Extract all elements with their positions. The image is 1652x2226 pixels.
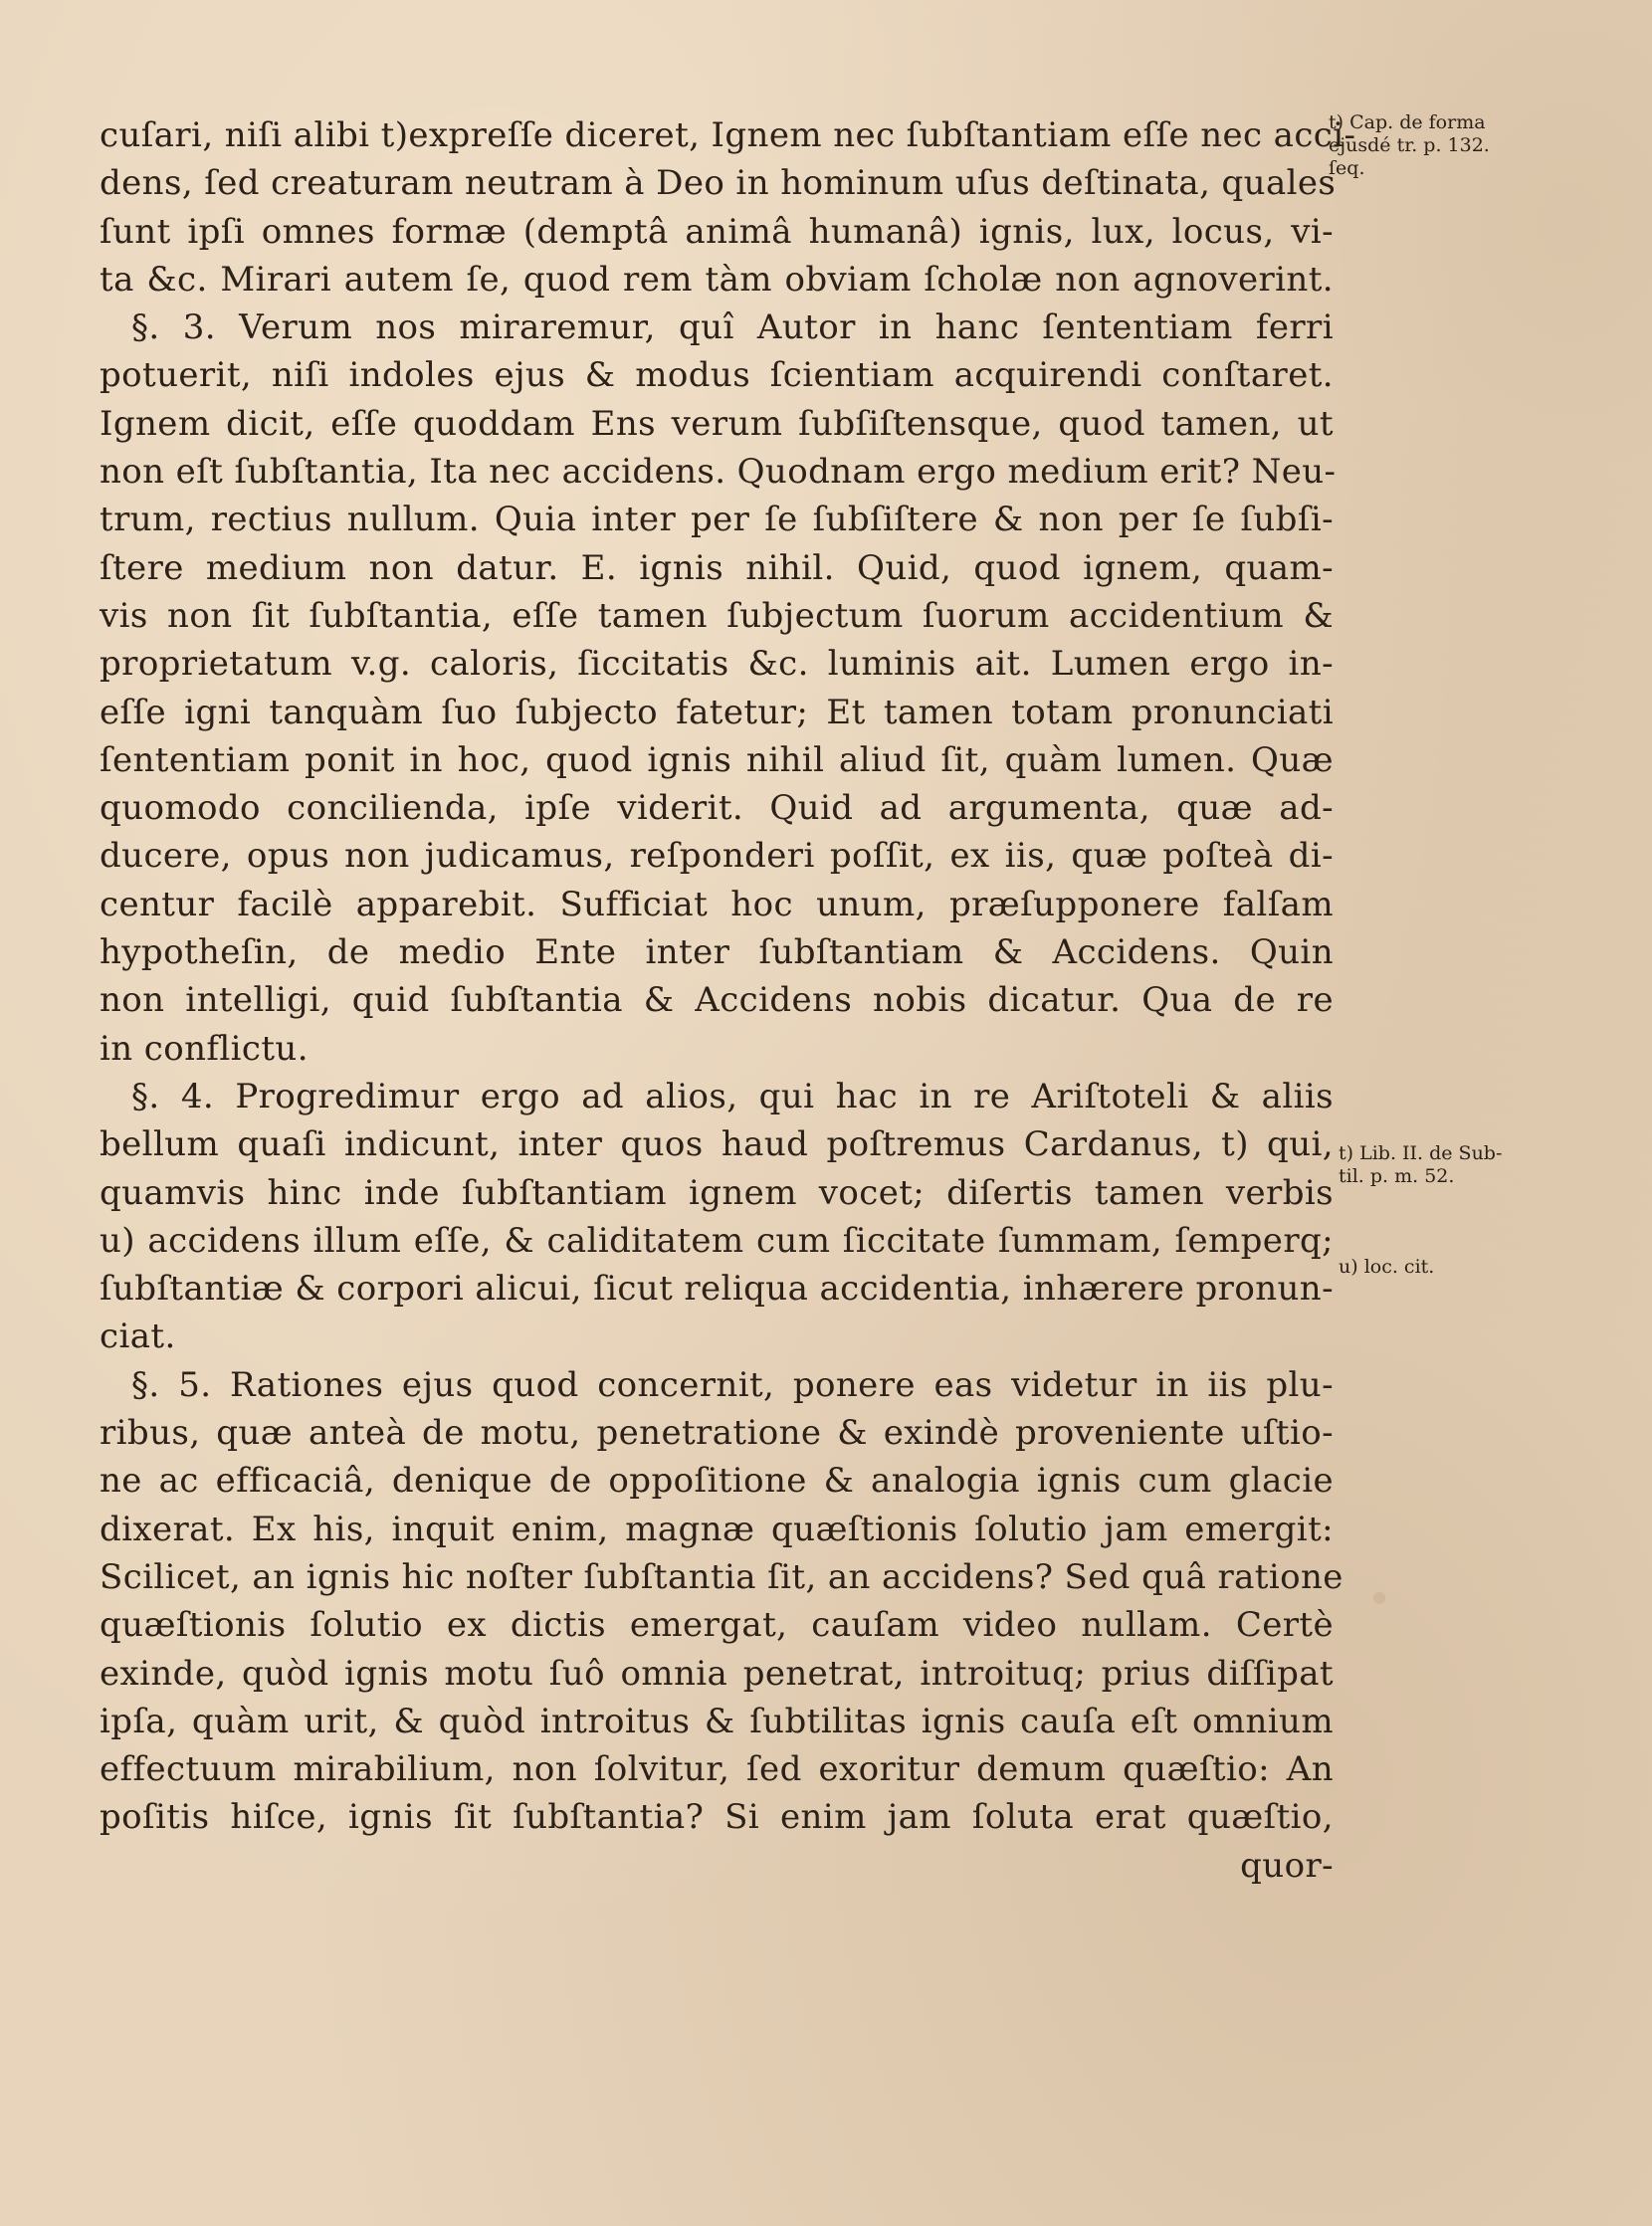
text-line: ducere, opus non judicamus, reſponderi poſſit, ex iis, quæ poſteà di- — [100, 836, 1334, 877]
margin-note-line: t) Cap. de forma — [1329, 111, 1486, 133]
text-line: hypotheſin, de medio Ente inter ſubſtantiam & Accidens. Quin — [100, 932, 1334, 973]
paragraph-3-start: §. 3. Verum nos miraremur, quî Autor in hanc ſententiam ferri — [131, 307, 1334, 348]
text-line: quomodo concilienda, ipſe viderit. Quid ad argumenta, quæ ad- — [100, 788, 1334, 829]
catchword: quor- — [1240, 1845, 1334, 1886]
text-line: ipſa, quàm urit, & quòd introitus & ſubtilitas ignis cauſa eſt omnium — [100, 1701, 1334, 1741]
text-line: ſententiam ponit in hoc, quod ignis nihil aliud ſit, quàm lumen. Quæ — [100, 739, 1334, 780]
paragraph-5-start: §. 5. Rationes ejus quod concernit, ponere eas videtur in iis plu- — [131, 1364, 1334, 1405]
main-text-column — [100, 111, 1356, 1890]
margin-note-line: til. p. m. 52. — [1339, 1165, 1455, 1187]
text-line: eſſe igni tanquàm ſuo ſubjecto fatetur; Et tamen totam pronunciati — [100, 692, 1334, 732]
text-line: ta &c. Mirari autem ſe, quod rem tàm obviam ſcholæ non agnoverint. — [100, 259, 1334, 300]
text-line: quæſtionis ſolutio ex dictis emergat, cauſam video nullam. Certè — [100, 1605, 1334, 1646]
text-line: potuerit, niſi indoles ejus & modus ſcientiam acquirendi conſtaret. — [100, 355, 1334, 396]
text-line: u) accidens illum eſſe, & caliditatem cum ſiccitate ſummam, ſemperq; — [100, 1220, 1334, 1261]
text-line: ſtere medium non datur. E. ignis nihil. Quid, quod ignem, quam- — [100, 547, 1334, 588]
text-line: in conflictu. — [100, 1028, 309, 1069]
text-line: ſubſtantiæ & corpori alicui, ſicut reliqua accidentia, inhærere pronun- — [100, 1269, 1334, 1310]
text-line: non eſt ſubſtantia, Ita nec accidens. Quodnam ergo medium erit? Neu- — [100, 452, 1337, 493]
text-line: ſunt ipſi omnes formæ (demptâ animâ humanâ) ignis, lux, locus, vi- — [100, 211, 1334, 252]
text-line: vis non ſit ſubſtantia, eſſe tamen ſubjectum ſuorum accidentium & — [100, 595, 1334, 636]
text-line: dens, ſed creaturam neutram à Deo in hominum uſus deſtinata, quales — [100, 163, 1337, 204]
margin-note-line: ſeq. — [1329, 157, 1365, 179]
margin-note-u-loc-cit — [1339, 1256, 1557, 1279]
text-line: Scilicet, an ignis hic noſter ſubſtantia ſit, an accidens? Sed quâ ratione — [100, 1556, 1343, 1597]
margin-note-line: ejusdé tr. p. 132. — [1329, 134, 1490, 156]
text-line: effectuum mirabilium, non ſolvitur, ſed exoritur demum quæſtio: An — [100, 1749, 1334, 1790]
margin-note-line: t) Lib. II. de Sub- — [1339, 1142, 1503, 1164]
margin-note-t-lib-ii — [1339, 1142, 1557, 1188]
text-line: bellum quaſi indicunt, inter quos haud poſtremus Cardanus, t) qui, — [100, 1124, 1334, 1165]
text-line: dixerat. Ex his, inquit enim, magnæ quæſtionis ſolutio jam emergit: — [100, 1509, 1334, 1549]
text-line: Ignem dicit, eſſe quoddam Ens verum ſubſiſtensque, quod tamen, ut — [100, 403, 1334, 444]
text-line: ciat. — [100, 1316, 176, 1357]
text-line: trum, rectius nullum. Quia inter per ſe ſubſiſtere & non per ſe ſubſi- — [100, 500, 1334, 540]
text-line: cuſari, niſi alibi t)expreſſe diceret, Ignem nec ſubſtantiam eſſe nec acci- — [100, 115, 1356, 155]
text-line: quamvis hinc inde ſubſtantiam ignem vocet; diſertis tamen verbis — [100, 1172, 1334, 1213]
ink-spot — [1373, 1592, 1385, 1604]
text-line: proprietatum v.g. caloris, ſiccitatis &c. luminis ait. Lumen ergo in- — [100, 644, 1334, 685]
text-line: non intelligi, quid ſubſtantia & Accidens nobis dicatur. Qua de re — [100, 980, 1334, 1021]
margin-note-line: u) loc. cit. — [1339, 1256, 1435, 1278]
text-line: exinde, quòd ignis motu ſuô omnia penetrat, introituq; prius diſſipat — [100, 1653, 1334, 1694]
text-line: poſitis hiſce, ignis ſit ſubſtantia? Si enim jam ſoluta erat quæſtio, — [100, 1797, 1334, 1838]
text-line: ne ac efficaciâ, denique de oppoſitione & analogia ignis cum glacie — [100, 1461, 1334, 1502]
text-line: ribus, quæ anteà de motu, penetratione & exindè proveniente uſtio- — [100, 1413, 1334, 1454]
margin-note-t-cap-de-forma — [1329, 111, 1548, 180]
paragraph-4-start: §. 4. Progredimur ergo ad alios, qui hac in re Ariſtoteli & aliis — [131, 1076, 1334, 1116]
text-line: centur facilè apparebit. Sufficiat hoc unum, præſupponere falſam — [100, 884, 1334, 924]
